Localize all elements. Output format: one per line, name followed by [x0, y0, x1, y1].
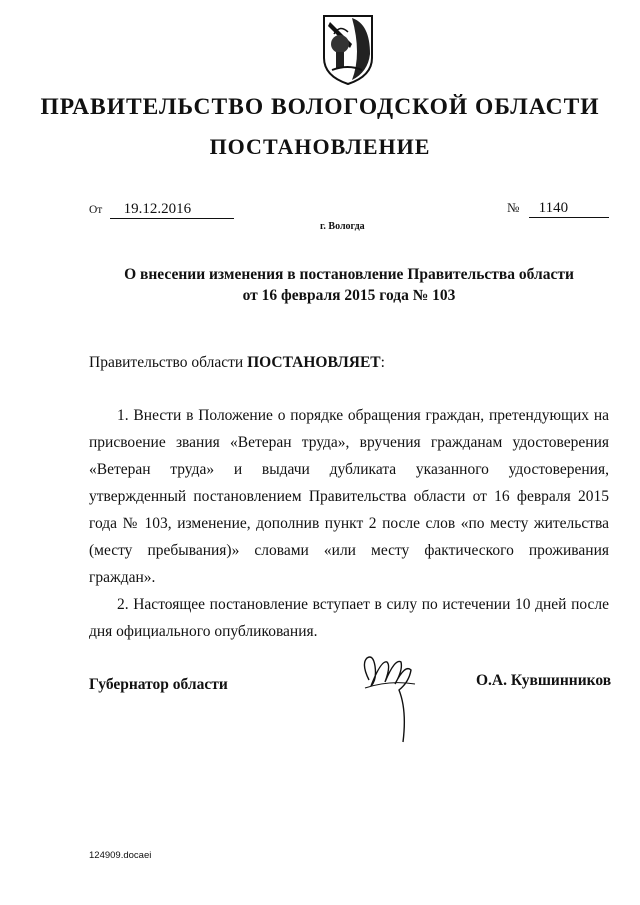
heading-line-2: от 16 февраля 2015 года № 103: [242, 287, 456, 304]
handwritten-signature: [355, 650, 425, 745]
paragraph-2: 2. Настоящее постановление вступает в силу по истечении 10 дней после дня официального опубликования.: [89, 596, 609, 640]
date-label: От: [89, 204, 103, 216]
paragraph-1: 1. Внести в Положение о порядке обращения граждан, претендующих на присвоение звания «Ветеран труда», вручения гражданам удостоверения «Ветеран труда» и выдачи дубликата указанного удостоверения, утвержденный постановлением Правительства области от 16 февраля 2015 года № 103, изменение, дополнив пункт 2 после слов «по месту жительства (месту пребывания)» словами «или месту фактического проживания граждан».: [89, 407, 609, 586]
decree-body: [89, 402, 609, 645]
signatory-position: Губернатор области: [89, 676, 228, 693]
document-number: 1140: [529, 200, 609, 218]
document-heading: [60, 264, 638, 306]
number-label: №: [507, 200, 520, 215]
document-date: 19.12.2016: [110, 201, 234, 219]
city-label: г. Вологда: [320, 221, 365, 232]
preamble-emphasis: ПОСТАНОВЛЯЕТ: [247, 354, 381, 371]
footer-filename: 124909.docaei: [89, 850, 152, 861]
preamble-suffix: :: [380, 354, 385, 371]
date-line: [89, 201, 234, 219]
preamble: [89, 354, 385, 372]
number-line: [507, 200, 609, 218]
government-title: ПРАВИТЕЛЬСТВО ВОЛОГОДСКОЙ ОБЛАСТИ: [40, 94, 600, 120]
document-type: ПОСТАНОВЛЕНИЕ: [209, 134, 431, 159]
preamble-text: Правительство области: [89, 354, 248, 371]
heading-line-1: О внесении изменения в постановление Правительства области: [124, 266, 574, 283]
signatory-name: О.А. Кувшинников: [476, 672, 612, 689]
coat-of-arms-emblem: [322, 14, 374, 86]
